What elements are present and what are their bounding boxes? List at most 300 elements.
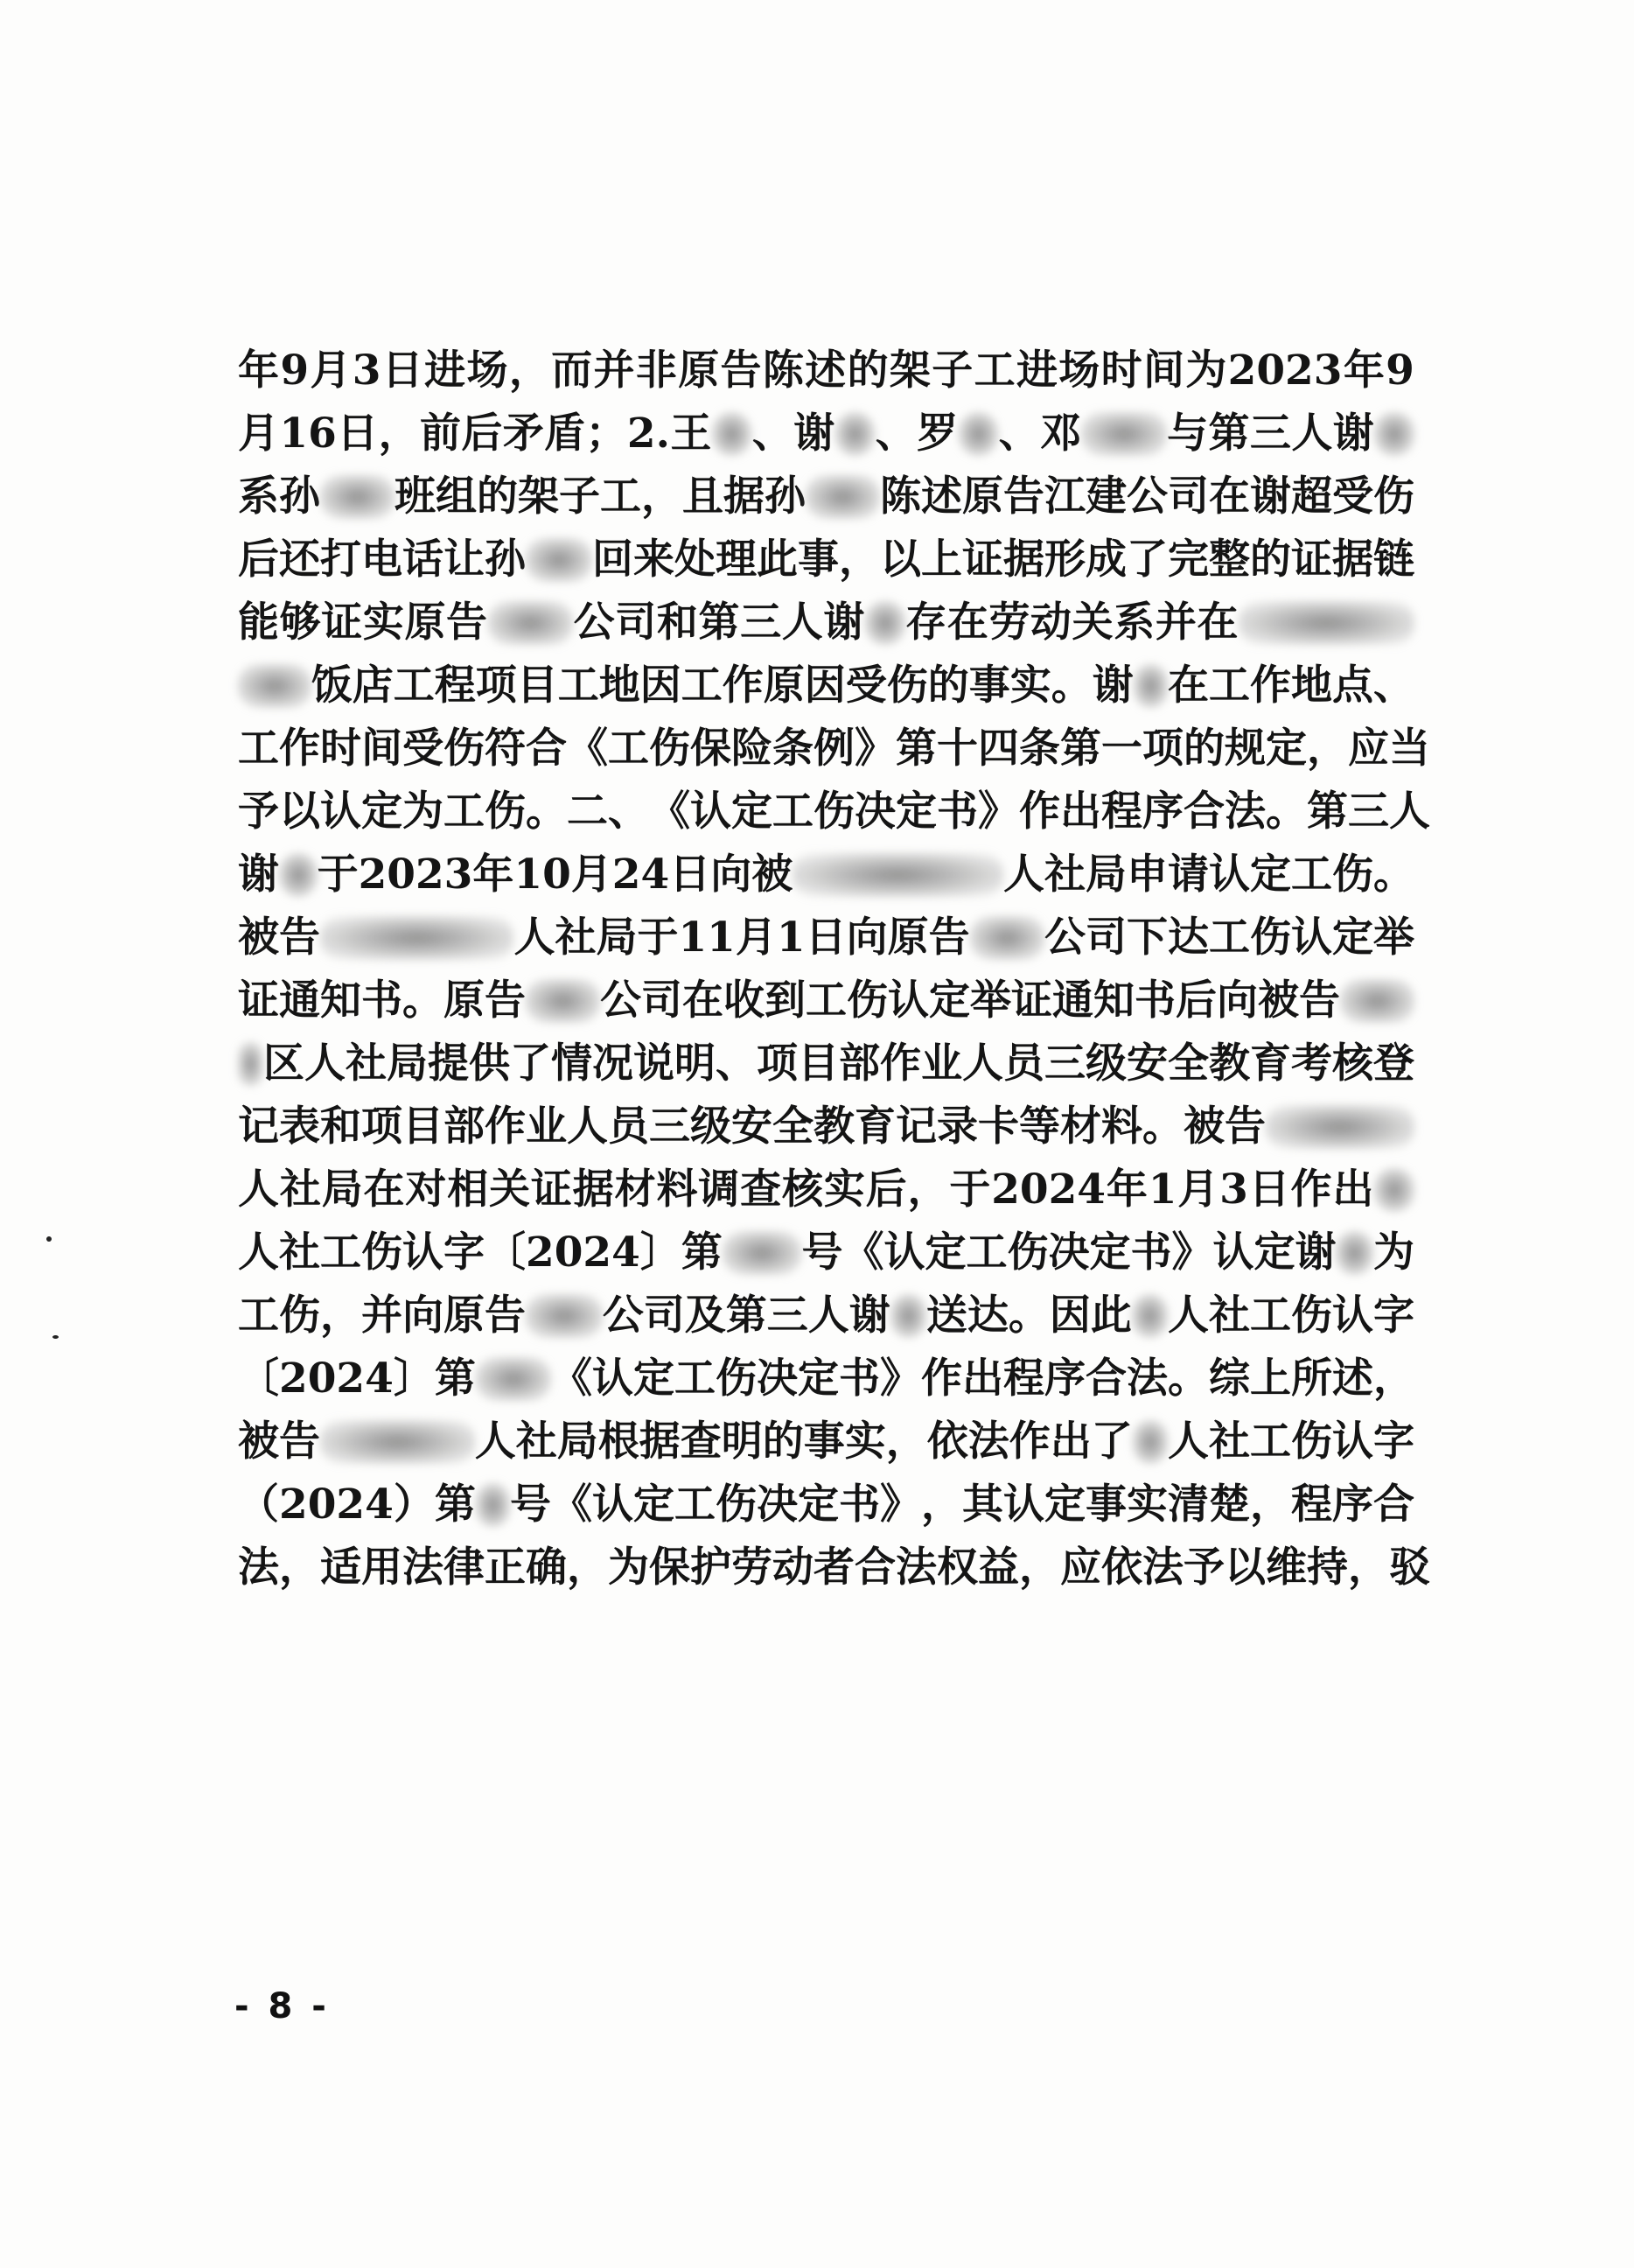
text-glyph: ） (393, 1480, 435, 1529)
text-glyph: 知 (1093, 976, 1135, 1025)
text-glyph: 时 (1100, 346, 1142, 395)
text-glyph: 业 (921, 1040, 962, 1088)
redacted-text (488, 601, 573, 645)
text-glyph: 《 (649, 788, 690, 836)
text-glyph: 。 (1373, 850, 1414, 899)
redacted-text (476, 1483, 510, 1527)
text-glyph: 定 (1089, 1228, 1131, 1277)
text-glyph: 超 (1291, 472, 1332, 521)
text-glyph: 安 (731, 1102, 772, 1151)
text-glyph: 上 (1250, 1354, 1291, 1403)
text-glyph: 告 (279, 914, 320, 962)
text-glyph: 原 (962, 472, 1003, 521)
text-glyph: 原 (443, 976, 485, 1025)
text-glyph: 人 (807, 1292, 849, 1340)
text-glyph: 述 (921, 472, 962, 521)
text-glyph: 向 (846, 914, 888, 962)
text-glyph: 定 (633, 1480, 674, 1529)
text-glyph: 司 (643, 1292, 685, 1340)
text-glyph: 月 (1177, 1166, 1219, 1214)
text-glyph: 证 (238, 976, 279, 1025)
text-glyph: 人 (567, 1102, 608, 1151)
text-glyph: 证 (1011, 976, 1052, 1025)
text-glyph: 部 (443, 1102, 485, 1151)
text-glyph: 年 (1106, 1166, 1148, 1214)
text-glyph: 伤 (716, 1480, 757, 1529)
text-glyph: 据 (1332, 536, 1373, 584)
text-glyph: 十 (937, 724, 978, 773)
text-glyph: 人 (1291, 410, 1333, 458)
text-glyph: 事 (803, 1418, 845, 1466)
text-glyph: 向 (1217, 976, 1258, 1025)
text-glyph: 地 (1291, 662, 1332, 710)
text-glyph: 工 (974, 346, 1016, 395)
text-glyph: 工 (320, 1228, 361, 1277)
text-glyph: 项 (1142, 724, 1184, 773)
text-glyph: 谢 (793, 410, 835, 458)
text-glyph: 社 (1208, 1292, 1250, 1340)
text-glyph: 。 (1168, 1354, 1209, 1403)
text-glyph: 认 (690, 788, 731, 836)
text-glyph: 认 (320, 788, 361, 836)
text-glyph: 正 (485, 1544, 526, 1592)
text-glyph: 区 (263, 1040, 304, 1088)
text-glyph: 权 (937, 1544, 978, 1592)
text-glyph: 三 (1348, 788, 1389, 836)
redacted-text (723, 1231, 802, 1275)
text-glyph: 公 (600, 976, 641, 1025)
text-glyph: 实 (1127, 1480, 1168, 1529)
text-glyph: 第 (1307, 788, 1348, 836)
text-glyph: 司 (641, 976, 682, 1025)
text-glyph: 而 (551, 346, 593, 395)
text-glyph: 据 (723, 472, 765, 521)
text-glyph: 伤 (1291, 1418, 1332, 1466)
text-glyph: 因 (1049, 1292, 1091, 1340)
text-glyph: 人 (238, 1228, 279, 1277)
text-glyph: ， (378, 410, 420, 458)
text-glyph: 原 (443, 1292, 485, 1340)
text-glyph: 11 (678, 914, 736, 962)
text-glyph: 理 (716, 536, 757, 584)
text-glyph: 实 (1009, 662, 1051, 710)
text-glyph: 法 (402, 1544, 443, 1592)
text-glyph: 记 (896, 1102, 937, 1151)
text-glyph: 作 (279, 724, 320, 773)
text-glyph: 公 (1127, 472, 1168, 521)
text-glyph: 依 (926, 1418, 968, 1466)
text-glyph: ， (567, 1544, 608, 1592)
text-glyph: 目 (402, 1102, 443, 1151)
redacted-text (1134, 664, 1168, 708)
text-glyph: 合 (1086, 1354, 1127, 1403)
text-glyph: 材 (1060, 1102, 1101, 1151)
text-glyph: 〕 (393, 1354, 435, 1403)
text-glyph: 料 (1101, 1102, 1142, 1151)
text-glyph: 楚 (1209, 1480, 1250, 1529)
text-glyph: 店 (352, 662, 394, 710)
text-glyph: 在 (946, 598, 988, 647)
text-glyph: ， (1307, 724, 1348, 773)
redacted-text (1239, 601, 1414, 645)
text-glyph: ， (1373, 1354, 1414, 1403)
text-glyph: 子 (932, 346, 974, 395)
text-glyph: 明 (674, 1040, 716, 1088)
text-glyph: 罗 (917, 410, 959, 458)
text-glyph: 司 (615, 598, 657, 647)
text-glyph: ， (1250, 1480, 1291, 1529)
text-glyph: 被 (238, 914, 279, 962)
text-glyph: 》 (880, 1354, 921, 1403)
text-glyph: 谢 (1295, 1228, 1337, 1277)
text-glyph: 第 (1060, 724, 1101, 773)
text-glyph: 述 (1332, 1354, 1373, 1403)
text-line (238, 718, 1430, 780)
text-glyph: 作 (1009, 1418, 1051, 1466)
text-glyph: ， (508, 346, 550, 395)
text-glyph: 邓 (1039, 410, 1081, 458)
text-glyph: 工 (600, 472, 641, 521)
text-glyph: 原 (678, 346, 720, 395)
text-glyph: 的 (927, 662, 969, 710)
text-glyph: 第 (725, 1292, 767, 1340)
text-glyph: 2024 (279, 1480, 394, 1529)
text-glyph: 通 (279, 976, 320, 1025)
text-glyph: 部 (839, 1040, 880, 1088)
text-glyph: 2. (626, 410, 670, 458)
text-glyph: 架 (518, 472, 559, 521)
text-glyph: 申 (1127, 850, 1168, 899)
text-glyph: 还 (279, 536, 320, 584)
text-glyph: 第 (896, 724, 937, 773)
text-glyph: 伤 (716, 1354, 757, 1403)
text-glyph: 为 (608, 1544, 649, 1592)
text-glyph: 王 (670, 410, 712, 458)
text-glyph: 认 (1003, 1480, 1044, 1529)
text-glyph: 作 (485, 1102, 526, 1151)
text-glyph: 项 (361, 1102, 402, 1151)
text-line (238, 1158, 1414, 1222)
text-glyph: 年 (1343, 346, 1385, 395)
text-glyph: 查 (740, 1166, 782, 1214)
text-glyph: 法 (967, 1418, 1009, 1466)
text-glyph: 规 (1225, 724, 1266, 773)
text-glyph: 者 (814, 1544, 855, 1592)
text-glyph: 伤 (649, 724, 690, 773)
redacted-text (712, 412, 752, 456)
text-glyph: 险 (731, 724, 772, 773)
text-glyph: 、 (716, 1040, 757, 1088)
text-glyph: 程 (1291, 1480, 1332, 1529)
text-glyph: 全 (1168, 1040, 1209, 1088)
text-glyph: 确 (526, 1544, 567, 1592)
text-glyph: 保 (649, 1544, 690, 1592)
text-glyph: 原 (404, 598, 446, 647)
text-glyph: 定 (798, 1354, 839, 1403)
text-glyph: 陈 (762, 346, 804, 395)
text-glyph: 为 (1373, 1228, 1414, 1277)
text-glyph: 时 (320, 724, 361, 773)
text-glyph: 告 (446, 598, 488, 647)
text-glyph: 伤 (886, 662, 928, 710)
text-glyph: 组 (436, 472, 477, 521)
text-glyph: 决 (757, 1480, 798, 1529)
text-glyph: 、 (998, 410, 1040, 458)
text-glyph: 育 (1250, 1040, 1291, 1088)
text-glyph: 伤 (361, 1228, 402, 1277)
text-glyph: 达 (1168, 914, 1209, 962)
text-glyph: 此 (757, 536, 798, 584)
text-glyph: 项 (475, 662, 517, 710)
text-glyph: 证 (321, 598, 363, 647)
text-glyph: 级 (1086, 1040, 1127, 1088)
text-glyph: 据 (572, 1166, 614, 1214)
text-glyph: 作 (880, 1040, 921, 1088)
text-glyph: 为 (402, 788, 443, 836)
text-glyph: 关 (489, 1166, 531, 1214)
text-glyph: 告 (279, 1418, 320, 1466)
text-glyph: ， (1019, 1544, 1060, 1592)
text-glyph: 法 (896, 1544, 937, 1592)
text-glyph: ， (279, 1544, 320, 1592)
text-glyph: 知 (320, 976, 361, 1025)
text-glyph: 在 (363, 1166, 405, 1214)
redacted-text (1132, 1294, 1168, 1338)
redacted-text (890, 1294, 926, 1338)
text-glyph: 认 (1209, 850, 1250, 899)
text-glyph: 、 (608, 788, 649, 836)
text-line (238, 1348, 1414, 1410)
text-glyph: ； (585, 410, 627, 458)
text-glyph: 链 (1373, 536, 1414, 584)
text-glyph: 社 (1044, 850, 1086, 899)
text-glyph: 作 (722, 662, 764, 710)
text-glyph: 并 (1155, 598, 1197, 647)
text-glyph: 工 (557, 662, 599, 710)
text-glyph: 。 (1266, 788, 1307, 836)
text-glyph: 考 (1291, 1040, 1332, 1088)
text-glyph: 出 (1060, 788, 1101, 836)
text-glyph: 向 (402, 1292, 443, 1340)
text-glyph: 定 (361, 788, 402, 836)
text-glyph: 2023 (358, 850, 473, 899)
page-number: - 8 - (234, 1986, 330, 2026)
text-glyph: 定 (1044, 1480, 1086, 1529)
text-glyph: 书 (839, 1354, 880, 1403)
text-glyph: 予 (238, 788, 279, 836)
text-glyph: 江 (1044, 472, 1086, 521)
text-glyph: 月 (570, 850, 612, 899)
text-glyph: 定 (1332, 914, 1373, 962)
text-glyph: 序 (1044, 1354, 1086, 1403)
text-glyph: 系 (238, 472, 279, 521)
text-glyph: 受 (402, 724, 443, 773)
text-glyph: 孙 (279, 472, 320, 521)
text-glyph: 程 (434, 662, 476, 710)
text-glyph: 。 (402, 976, 443, 1025)
text-glyph: 员 (1003, 1040, 1044, 1088)
text-line (238, 970, 1414, 1032)
text-glyph: 被 (1184, 1102, 1225, 1151)
text-glyph: 定 (896, 788, 937, 836)
text-glyph: 号 (801, 1228, 843, 1277)
text-glyph: 的 (1184, 724, 1225, 773)
text-glyph: 于 (949, 1166, 991, 1214)
text-glyph: 保 (690, 724, 731, 773)
text-glyph: 。 (526, 788, 567, 836)
text-glyph: 此 (1090, 1292, 1132, 1340)
text-glyph: 公 (602, 1292, 644, 1340)
text-glyph: 了 (510, 1040, 551, 1088)
text-glyph: 程 (1101, 788, 1142, 836)
text-glyph: 所 (1291, 1354, 1332, 1403)
text-glyph: 〕 (639, 1228, 681, 1277)
text-glyph: 符 (485, 724, 526, 773)
text-glyph: 持 (1307, 1544, 1348, 1592)
text-glyph: 月 (238, 410, 279, 458)
text-glyph: 月 (735, 914, 777, 962)
text-glyph: 受 (845, 662, 887, 710)
text-glyph: 在 (1168, 662, 1209, 710)
text-glyph: 《 (842, 1228, 884, 1277)
text-glyph: 被 (1258, 976, 1299, 1025)
text-glyph: 定 (633, 1354, 674, 1403)
text-glyph: 工 (1250, 1418, 1291, 1466)
text-glyph: 于 (317, 850, 359, 899)
text-glyph: 间 (361, 724, 402, 773)
text-glyph: 情 (551, 1040, 592, 1088)
text-glyph: 与 (1167, 410, 1209, 458)
text-glyph: 定 (1250, 850, 1291, 899)
text-glyph: 架 (889, 346, 931, 395)
text-glyph: 日 (669, 850, 711, 899)
text-glyph: 《 (551, 1354, 592, 1403)
text-glyph: 作 (1019, 788, 1060, 836)
text-glyph: 孙 (765, 472, 806, 521)
text-glyph: 认 (883, 1228, 925, 1277)
text-glyph: 予 (1184, 1544, 1225, 1592)
text-glyph: 来 (633, 536, 674, 584)
text-glyph: 送 (925, 1292, 967, 1340)
text-glyph: 认 (402, 1228, 443, 1277)
text-glyph: 人 (238, 1166, 279, 1214)
text-glyph: 伤 (485, 788, 526, 836)
text-glyph: 受 (1332, 472, 1373, 521)
text-glyph: 陈 (880, 472, 921, 521)
text-glyph: 进 (424, 346, 466, 395)
text-glyph: 的 (1250, 536, 1291, 584)
text-glyph: 成 (1086, 536, 1127, 584)
text-line (238, 466, 1414, 528)
text-glyph: 因 (804, 662, 846, 710)
text-glyph: 、 (1373, 662, 1414, 710)
text-glyph: 出 (962, 1354, 1003, 1403)
text-glyph: 因 (639, 662, 681, 710)
text-glyph: 作 (1290, 1166, 1332, 1214)
text-glyph: 定 (798, 1480, 839, 1529)
text-glyph: 据 (639, 1418, 681, 1466)
text-glyph: 录 (937, 1102, 978, 1151)
text-glyph: 决 (855, 788, 896, 836)
text-glyph: 定 (925, 1228, 967, 1277)
text-glyph: 并 (361, 1292, 402, 1340)
text-glyph: 回 (592, 536, 633, 584)
text-glyph: 相 (447, 1166, 489, 1214)
text-glyph: 护 (690, 1544, 731, 1592)
text-glyph: 《 (567, 724, 608, 773)
text-glyph: 工 (443, 788, 485, 836)
text-glyph: 谢 (238, 850, 279, 899)
text-glyph: 驳 (1389, 1544, 1430, 1592)
text-glyph: 饭 (311, 662, 353, 710)
text-glyph: 1 (776, 914, 806, 962)
text-glyph: 后 (461, 410, 503, 458)
text-line (238, 1222, 1414, 1284)
text-glyph: 人 (474, 1418, 516, 1466)
text-glyph: 非 (635, 346, 677, 395)
text-glyph: 第 (681, 1228, 723, 1277)
text-glyph: （ (238, 1480, 279, 1529)
text-glyph: 告 (720, 346, 762, 395)
text-glyph: 〔 (238, 1354, 279, 1403)
text-glyph: 盾 (544, 410, 586, 458)
text-glyph: 项 (757, 1040, 798, 1088)
text-glyph: 条 (772, 724, 814, 773)
text-glyph: 完 (1168, 536, 1209, 584)
text-glyph: 公 (573, 598, 615, 647)
text-glyph: 日 (381, 346, 423, 395)
text-glyph: 第 (698, 598, 740, 647)
text-glyph: 事 (798, 536, 839, 584)
text-glyph: 业 (526, 1102, 567, 1151)
text-glyph: 谢 (1092, 662, 1134, 710)
text-glyph: 序 (1332, 1480, 1373, 1529)
text-glyph: 调 (698, 1166, 740, 1214)
text-glyph: 9 (1386, 346, 1414, 395)
text-line (238, 592, 1414, 654)
text-glyph: 例 (814, 724, 855, 773)
text-glyph: 工 (238, 724, 279, 773)
text-glyph: 出 (1050, 1418, 1092, 1466)
redacted-text (793, 853, 1003, 897)
text-glyph: 了 (1091, 1418, 1133, 1466)
text-glyph: 通 (1052, 976, 1093, 1025)
text-glyph: 和 (656, 598, 698, 647)
text-glyph: 劳 (988, 598, 1030, 647)
redacted-text (526, 979, 600, 1023)
text-glyph: 伤 (279, 1292, 320, 1340)
text-glyph: 孙 (485, 536, 526, 584)
text-glyph: 员 (608, 1102, 649, 1151)
text-line (238, 1284, 1414, 1348)
text-glyph: 收 (723, 976, 765, 1025)
text-glyph: 工 (393, 662, 435, 710)
text-glyph: 述 (805, 346, 847, 395)
text-glyph: 于 (637, 914, 679, 962)
text-glyph: 书 (1135, 976, 1176, 1025)
text-glyph: 矛 (502, 410, 544, 458)
text-glyph: 伤 (1290, 1292, 1332, 1340)
text-glyph: 社 (1209, 1418, 1250, 1466)
text-glyph: 》 (880, 1480, 921, 1529)
text-glyph: 认 (1331, 1292, 1373, 1340)
text-glyph: 四 (978, 724, 1019, 773)
text-glyph: 记 (238, 1102, 279, 1151)
text-glyph: 后 (865, 1166, 907, 1214)
text-glyph: 教 (1209, 1040, 1250, 1088)
text-glyph: 动 (772, 1544, 814, 1592)
text-glyph: 清 (1168, 1480, 1209, 1529)
